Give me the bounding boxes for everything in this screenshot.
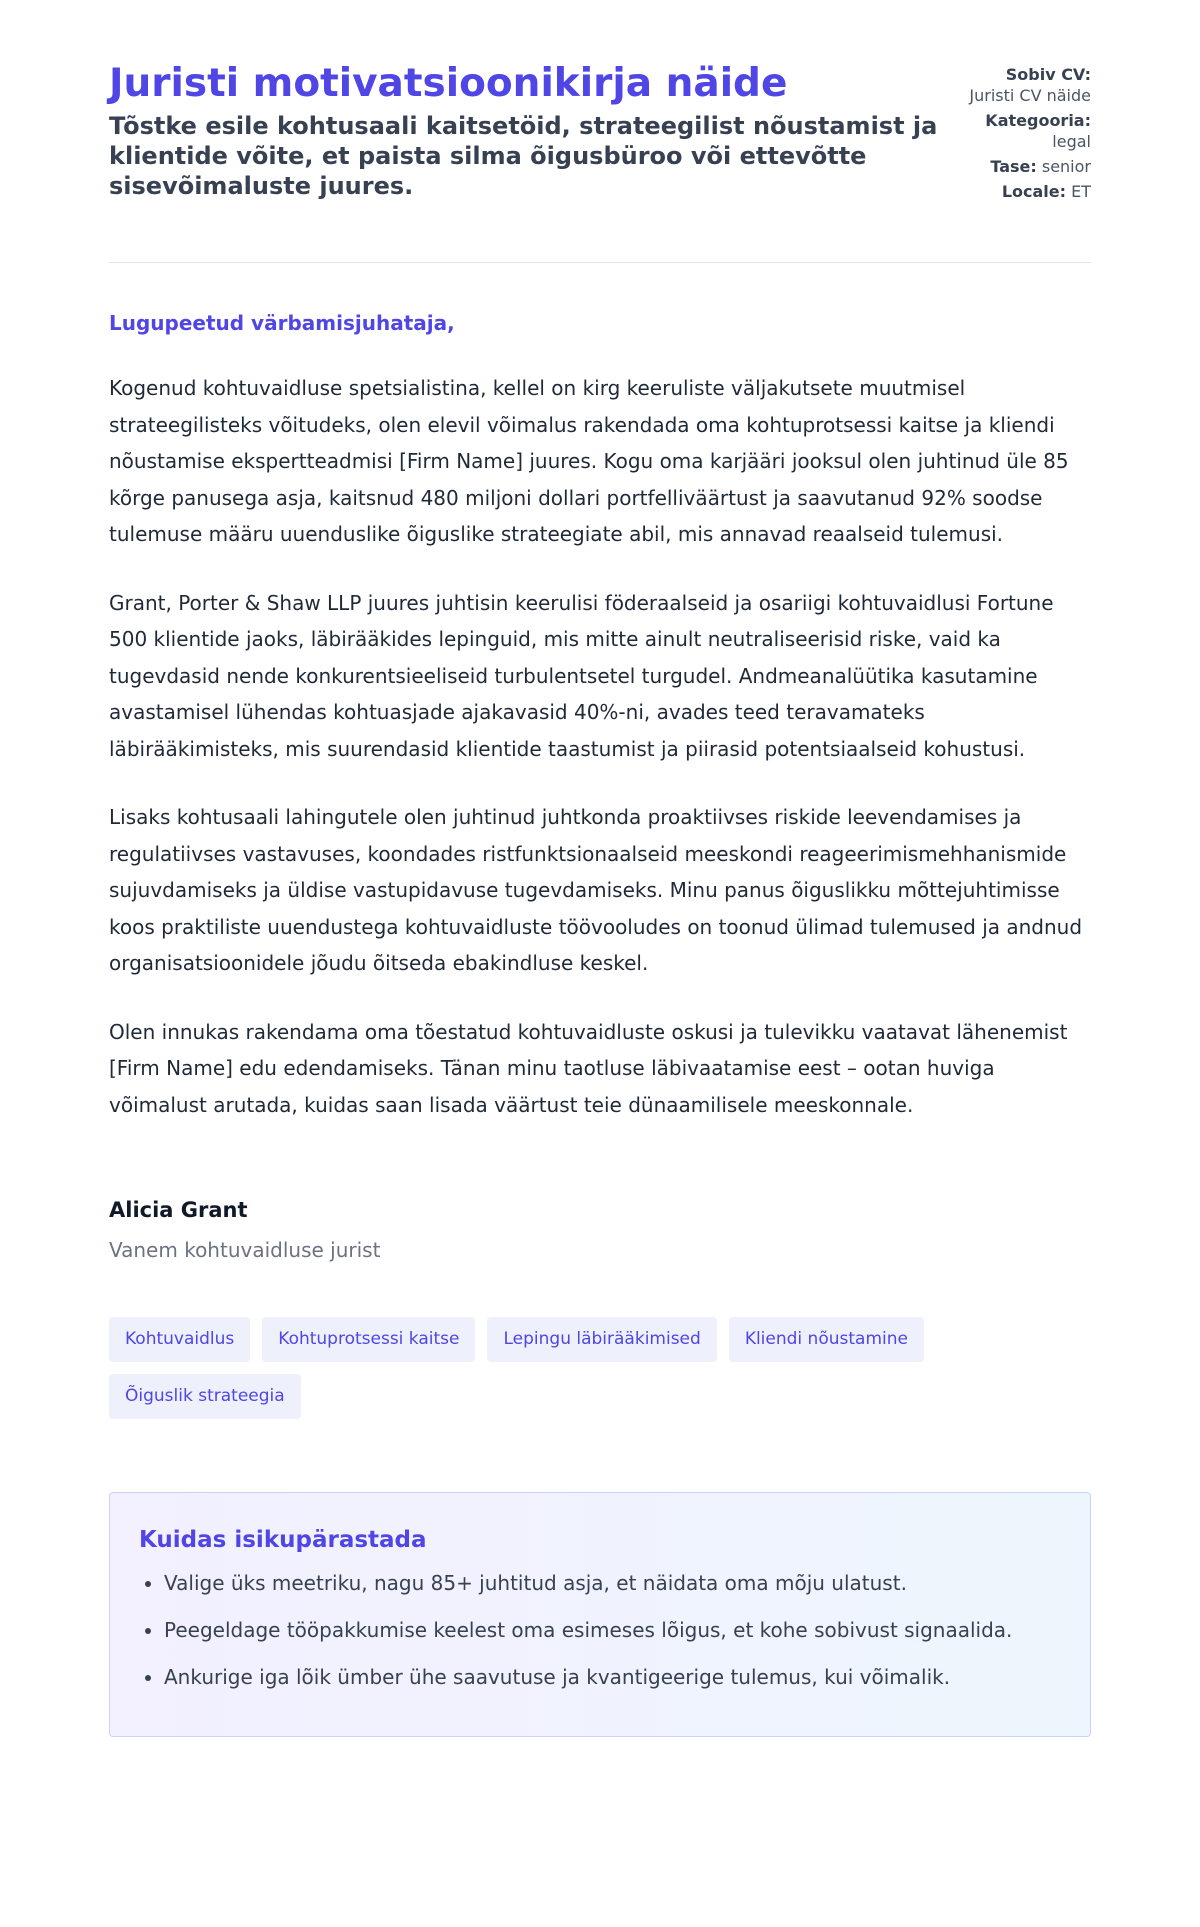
meta-cv-value: Juristi CV näide	[969, 86, 1091, 105]
meta-locale-value: ET	[1071, 182, 1091, 201]
letter-paragraph-2: Grant, Porter & Shaw LLP juures juhtisin keerulisi föderaalseid ja osariigi kohtuvaidlusi Fortune 500 klientide jaoks, läbirääkides lepinguid, mis mitte ainult neutraliseerisid riske, vaid ka tugevdasid nende konkurentsieeliseid turbulentsetel turgudel. Andmeanalüütika kasutamine avastamisel lühendas kohtuasjade ajakavasid 40%-ni, avades teed teravamateks läbirääkimisteks, mis suurendasid klientide taastumist ja piirasid potentsiaalseid kohustusi.	[109, 590, 1054, 761]
tips-title: Kuidas isikupärastada	[139, 1527, 427, 1553]
meta-category-label: Kategooria:	[985, 111, 1091, 130]
meta-locale-label: Locale:	[1001, 182, 1067, 201]
letter-paragraph-3: Lisaks kohtusaali lahingutele olen juhtinud juhtkonda proaktiivses riskide leevendamises ja regulatiivses vastavuses, koondades ristfunktsionaalseid meeskondi reageerimismehhanismide sujuvdamiseks ja üldise vastupidavuse tugevdamiseks. Minu panus õiguslikku mõttejuhtimisse koos praktiliste uuendustega kohtuvaidluste töövooludes on toonud ülimad tulemused ja andnud organisatsioonidele jõudu õitseda ebakindluse keskel.	[109, 805, 1083, 975]
tip-item: • Ankurige iga lõik ümber ühe saavutuse ja kvantigeerige tulemus, kui võimalik.	[164, 1665, 1061, 1689]
header-divider	[109, 262, 1091, 263]
letter-paragraph-4: Olen innukas rakendama oma tõestatud kohtuvaidluste oskusi ja tulevikku vaatavat lähenemist [Firm Name] edu edendamiseks. Tänan minu taotluse läbivaatamise eest – ootan huviga võimalust arutada, kuidas saan lisada väärtust teie dünaamilisele meeskonnale.	[109, 1019, 1068, 1117]
meta-panel	[921, 64, 1091, 206]
skill-tags	[109, 1317, 969, 1419]
meta-locale	[921, 181, 1091, 202]
skill-tag: Õiguslik strateegia	[109, 1374, 301, 1419]
meta-category-value: legal	[1052, 132, 1091, 151]
meta-level	[921, 156, 1091, 177]
personalization-tips-box	[109, 1492, 1091, 1737]
letter-paragraph-1: Kogenud kohtuvaidluse spetsialistina, kellel on kirg keeruliste väljakutsete muutmisel strateegilisteks võitudeks, olen elevil võimalus rakendada oma kohtuprotsessi kaitse ja kliendi nõustamise ekspertteadmisi [Firm Name] juures. Kogu oma karjääri jooksul olen juhtinud üle 85 kõrge panusega asja, kaitsnud 480 miljoni dollari portfelliväärtust ja saavutanud 92% soodse tulemuse määru uuenduslike õiguslike strateegiate abil, mis annavad reaalseid tulemusi.	[109, 376, 1069, 546]
meta-level-value: senior	[1041, 157, 1091, 176]
meta-level-label: Tase:	[990, 157, 1037, 176]
skill-tag: Lepingu läbirääkimised	[487, 1317, 716, 1362]
meta-cv	[921, 64, 1091, 106]
meta-cv-label: Sobiv CV:	[1005, 65, 1091, 84]
page-title: Juristi motivatsioonikirja näide	[109, 61, 788, 106]
skill-tag: Kohtuvaidlus	[109, 1317, 250, 1362]
signature-role: Vanem kohtuvaidluse jurist	[109, 1238, 381, 1262]
tips-list	[139, 1571, 1061, 1689]
skill-tag: Kliendi nõustamine	[729, 1317, 924, 1362]
tip-item: • Peegeldage tööpakkumise keelest oma esimeses lõigus, et kohe sobivust signaalida.	[164, 1618, 1061, 1642]
signature-name: Alicia Grant	[109, 1198, 248, 1222]
meta-category	[921, 110, 1091, 152]
tip-item: • Valige üks meetriku, nagu 85+ juhtitud asja, et näidata oma mõju ulatust.	[164, 1571, 1061, 1595]
letter-greeting: Lugupeetud värbamisjuhataja,	[109, 311, 455, 335]
page-subtitle: Tõstke esile kohtusaali kaitsetöid, strateegilist nõustamist ja klientide võite, et paista silma õigusbüroo või ettevõtte sisevõimaluste juures.	[109, 112, 938, 200]
skill-tag: Kohtuprotsessi kaitse	[262, 1317, 475, 1362]
page-header	[109, 0, 1091, 201]
